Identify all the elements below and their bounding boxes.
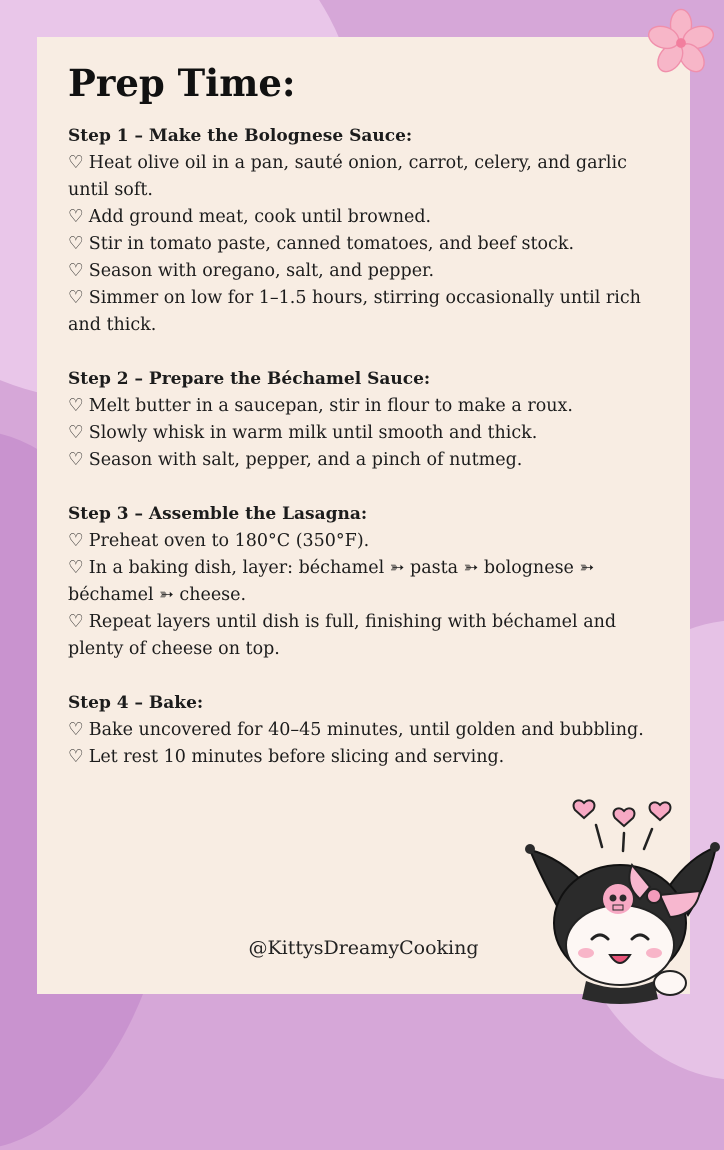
kuromi-mascot-icon <box>520 795 720 1010</box>
step-item-text: Let rest 10 minutes before slicing and serving. <box>88 747 505 767</box>
step-item-text: Slowly whisk in warm milk until smooth and thick. <box>88 423 538 443</box>
step-item-text: Preheat oven to 180°C (350°F). <box>88 531 370 551</box>
heart-icon: ♡ <box>68 261 84 281</box>
heart-icon: ♡ <box>68 288 84 308</box>
step-heading: Step 4 – Bake: <box>68 693 204 713</box>
step-item-text: Season with salt, pepper, and a pinch of nutmeg. <box>88 450 523 470</box>
step-item <box>68 555 668 609</box>
step-item <box>68 285 668 339</box>
heart-icon: ♡ <box>68 234 84 254</box>
step-item <box>68 447 668 474</box>
page-title: Prep Time: <box>68 61 296 105</box>
step-item-text: In a baking dish, layer: béchamel ➳ pasta ➳ bolognese ➳ béchamel ➳ cheese. <box>68 558 595 605</box>
step-item <box>68 204 668 231</box>
heart-icon: ♡ <box>68 720 84 740</box>
step-heading: Step 1 – Make the Bolognese Sauce: <box>68 126 413 146</box>
step-item <box>68 744 668 771</box>
step-item <box>68 231 668 258</box>
step-item-text: Melt butter in a saucepan, stir in flour to make a roux. <box>88 396 573 416</box>
step-item-text: Repeat layers until dish is full, finishing with béchamel and plenty of cheese on top. <box>68 612 617 659</box>
heart-icon: ♡ <box>68 450 84 470</box>
step-3 <box>68 501 668 663</box>
heart-icon: ♡ <box>68 747 84 767</box>
step-item <box>68 150 668 204</box>
step-item <box>68 717 668 744</box>
step-item-text: Bake uncovered for 40–45 minutes, until golden and bubbling. <box>88 720 644 740</box>
heart-icon: ♡ <box>68 396 84 416</box>
heart-icon: ♡ <box>68 612 84 632</box>
step-item <box>68 609 668 663</box>
step-item-text: Stir in tomato paste, canned tomatoes, and beef stock. <box>88 234 575 254</box>
heart-icon: ♡ <box>68 531 84 551</box>
cherry-blossom-icon <box>646 8 716 78</box>
heart-icon: ♡ <box>68 558 84 578</box>
step-item <box>68 420 668 447</box>
step-item <box>68 258 668 285</box>
step-2 <box>68 366 668 474</box>
step-item <box>68 393 668 420</box>
heart-icon: ♡ <box>68 207 84 227</box>
footer-handle: @KittysDreamyCooking <box>248 937 479 959</box>
step-item-text: Simmer on low for 1–1.5 hours, stirring occasionally until rich and thick. <box>68 288 641 335</box>
step-heading: Step 3 – Assemble the Lasagna: <box>68 504 368 524</box>
step-item-text: Season with oregano, salt, and pepper. <box>88 261 435 281</box>
step-4 <box>68 690 668 771</box>
step-item-text: Add ground meat, cook until browned. <box>88 207 432 227</box>
step-item-text: Heat olive oil in a pan, sauté onion, carrot, celery, and garlic until soft. <box>68 153 627 200</box>
steps-content <box>68 123 668 798</box>
step-heading: Step 2 – Prepare the Béchamel Sauce: <box>68 369 431 389</box>
step-item <box>68 528 668 555</box>
step-1 <box>68 123 668 339</box>
heart-icon: ♡ <box>68 423 84 443</box>
heart-icon: ♡ <box>68 153 84 173</box>
